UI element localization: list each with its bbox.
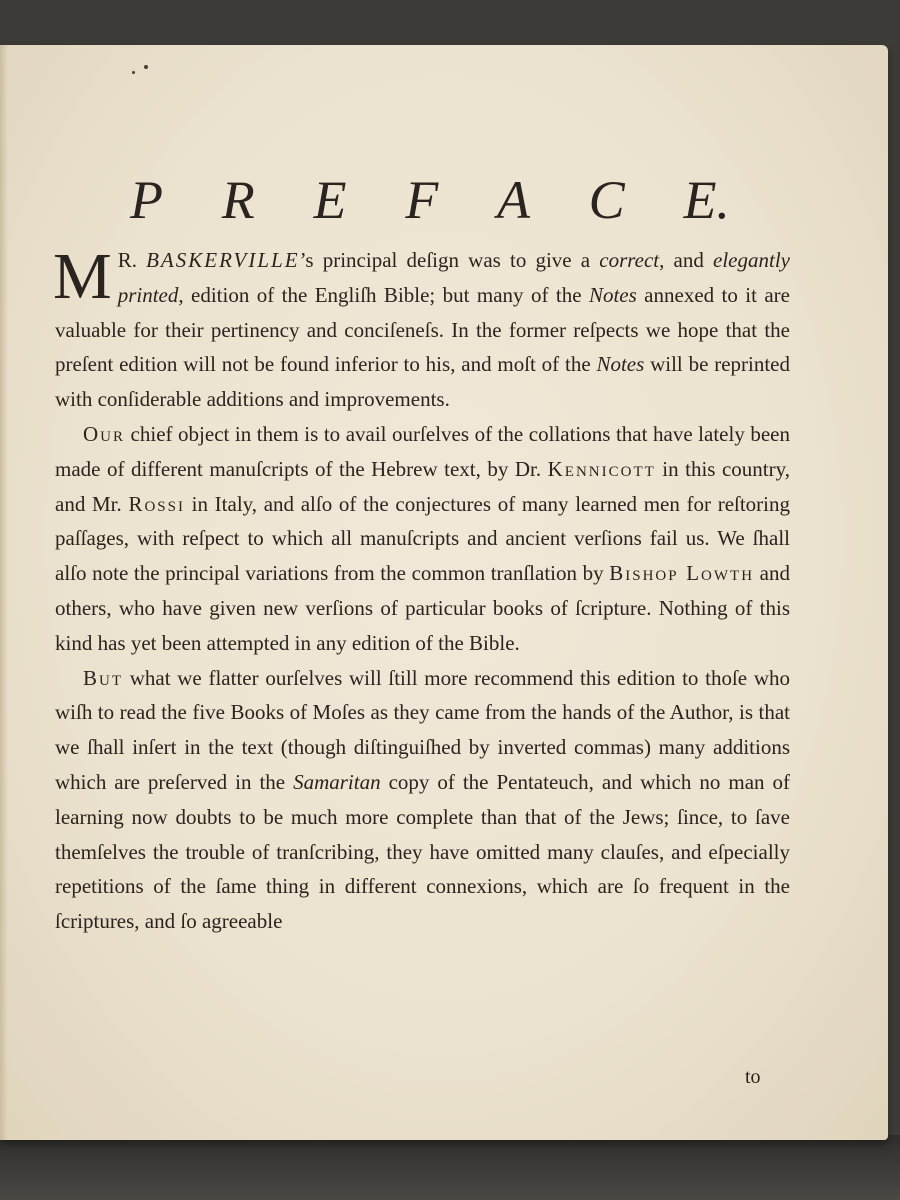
body-text	[53, 240, 791, 939]
text-run-italic: BASKERVILLE	[146, 248, 300, 272]
title-letter: P	[130, 170, 163, 230]
page-title	[130, 160, 730, 240]
title-letter: F	[405, 170, 439, 230]
title-letter: R	[221, 170, 255, 230]
text-run: ’s principal deſign was to give a	[299, 248, 600, 272]
text-run-italic: Notes	[596, 352, 645, 377]
text-run: in this country, and Mr.	[55, 456, 790, 516]
ink-spot	[132, 71, 135, 74]
text-run: in Italy, and alſo of the conjectures of many learned men for reſtoring paſſages, with reſpect to which all manuſcripts and ancient verſions fail us. We ſhall alſo note the principal variations from the common tranſlation by	[55, 491, 791, 586]
text-run: , edition of the Engliſh Bible; but many of the	[178, 282, 589, 307]
text-run: copy of the Pentateuch, and which no man of learning now doubts to be much more complete than that of the Jews; ſince, to ſave themſelves the trouble of tranſcribing, they have omitted many clauſes, and eſpecially repetitions of the ſame thing in different connexions, which are ſo frequent in the ſcriptures, and ſo agreeable	[55, 769, 790, 934]
text-run-smallcaps: Kennicott	[547, 456, 656, 481]
drop-cap: M	[53, 240, 112, 313]
text-run: R.	[117, 248, 147, 272]
text-run-smallcaps: Bishop Lowth	[609, 561, 755, 586]
text-run-smallcaps: Our	[83, 421, 126, 446]
text-run: will be reprinted with conſiderable additions and improvements.	[55, 352, 790, 412]
catchword: to	[745, 1066, 761, 1088]
page-edge-shadow	[0, 45, 8, 1140]
title-letter: C	[588, 170, 625, 230]
text-run: what we flatter ourſelves will ſtill more recommend this edition to thoſe who wiſh to read the five Books of Moſes as they came from the hands of the Author, is that we ſhall inſert in the text (though diſtinguiſhed by inverted commas) many additions which are preſerved in the	[55, 665, 790, 794]
text-run-italic: Samaritan	[293, 769, 381, 794]
paragraph-1	[53, 240, 790, 417]
background-surface	[0, 1135, 900, 1200]
ink-spot	[144, 65, 148, 69]
paragraph-2	[55, 417, 790, 661]
text-run-italic: elegantly printed	[117, 248, 790, 307]
text-run: and others, who have given new verſions of particular books of ſcripture. Nothing of this kind has yet been attempted in any edition of the Bible.	[55, 561, 790, 655]
paragraph-3	[55, 661, 790, 939]
text-run-smallcaps: But	[83, 665, 124, 690]
text-run: , and	[659, 248, 714, 272]
text-run: annexed to it are valuable for their pertinency and conciſeneſs. In the former reſpects we hope that the preſent edition will not be found inferior to his, and moſt of the	[55, 282, 790, 377]
text-run-smallcaps: Rossi	[128, 491, 185, 516]
text-run-italic: correct	[599, 248, 660, 272]
text-run-italic: Notes	[588, 282, 637, 307]
text-run: chief object in them is to avail ourſelves of the collations that have lately been made of different manuſcripts of the Hebrew text, by Dr.	[55, 421, 790, 481]
title-letter: E	[313, 170, 347, 230]
title-letter: A	[496, 170, 530, 230]
title-letter: E.	[683, 170, 730, 230]
